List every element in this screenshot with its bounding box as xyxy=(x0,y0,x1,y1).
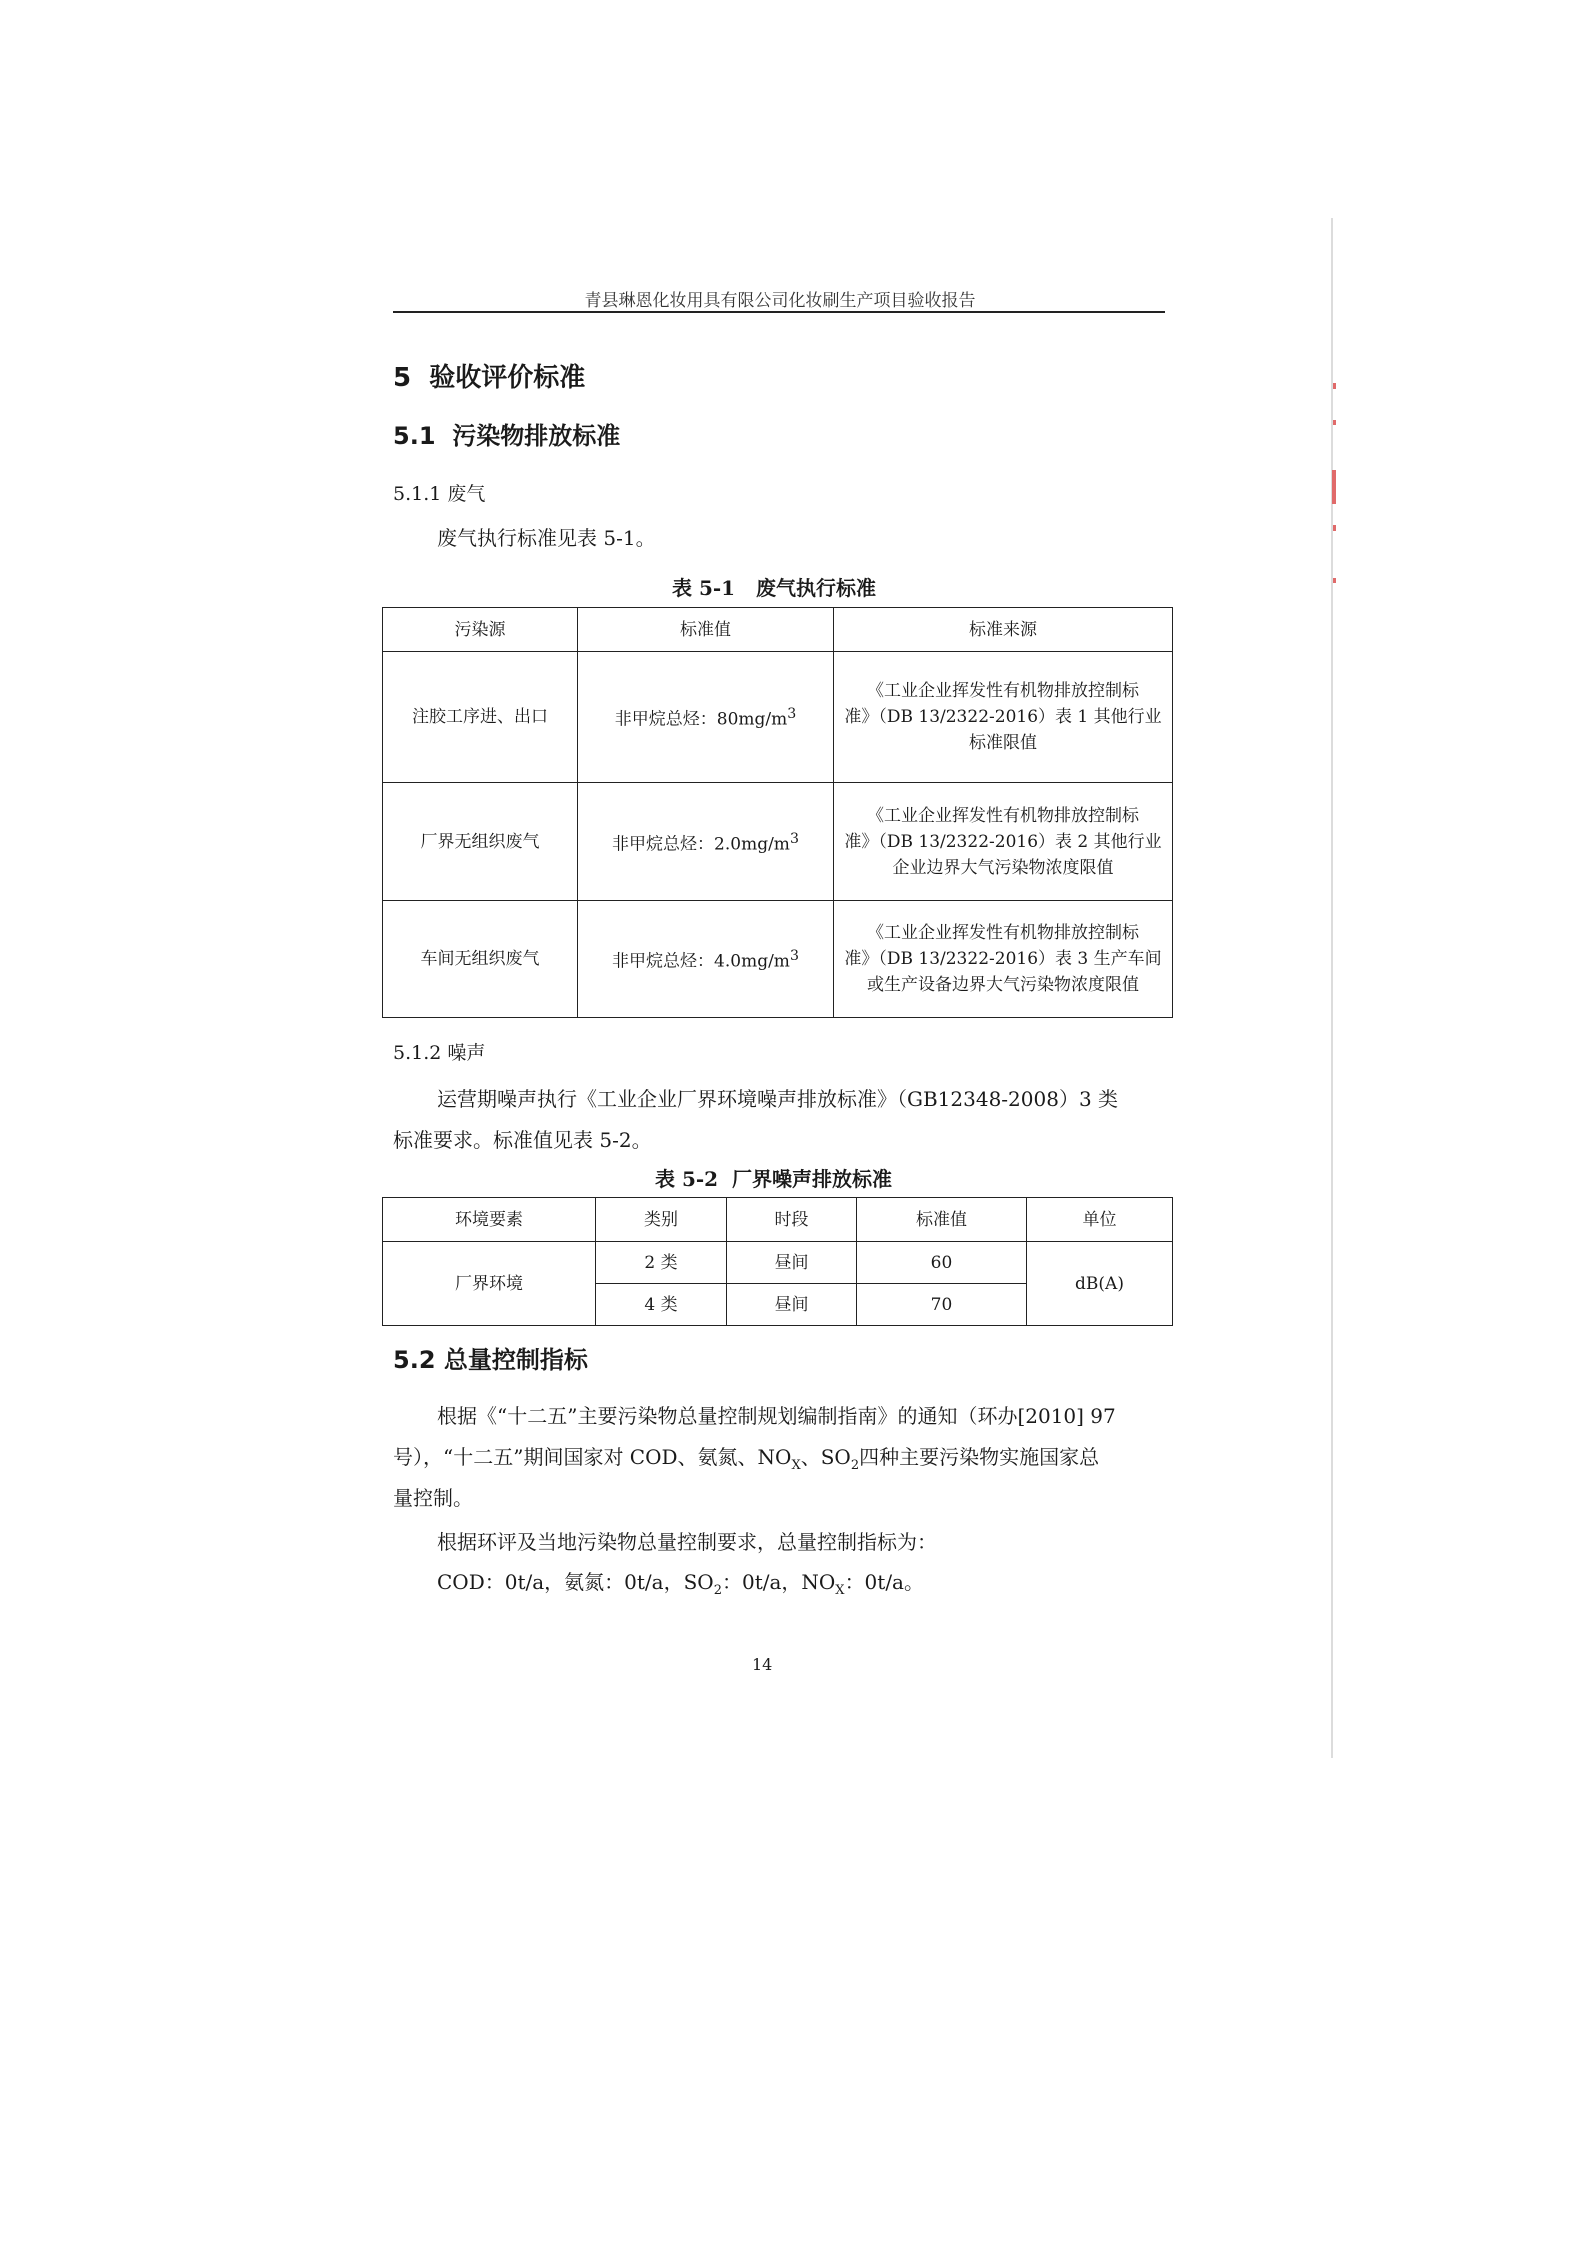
section-title: 噪声 xyxy=(447,1042,486,1064)
section-number: 5.1.1 xyxy=(393,483,442,505)
table-5-2-caption xyxy=(655,1163,892,1192)
standard-value-text: 非甲烷总烃：80mg/m xyxy=(614,709,788,730)
section-number: 5.1.2 xyxy=(393,1042,442,1064)
reference-line: 标准限值 xyxy=(969,733,1037,753)
col-header-element: 环境要素 xyxy=(383,1198,596,1242)
section-5-2-heading xyxy=(393,1340,588,1375)
col-header-source: 污染源 xyxy=(383,608,578,652)
text-run: 、SO xyxy=(800,1445,851,1469)
table-row xyxy=(383,1242,1173,1284)
running-header: 青县琳恩化妆用具有限公司化妆刷生产项目验收报告 xyxy=(584,291,976,311)
table-row xyxy=(383,652,1173,783)
subscript: 2 xyxy=(850,1458,860,1473)
reference-line: 准》（DB 13/2322-2016）表 3 生产车间 xyxy=(844,949,1162,969)
text-run: 号），“十二五”期间国家对 COD、氨氮、NO xyxy=(393,1445,792,1469)
reference-line: 《工业企业挥发性有机物排放控制标 xyxy=(867,923,1139,943)
reference-line: 准》（DB 13/2322-2016）表 1 其他行业 xyxy=(844,707,1162,727)
unit-exponent: 3 xyxy=(789,830,799,847)
pollution-source-cell: 车间无组织废气 xyxy=(383,901,578,1018)
page-number: 14 xyxy=(752,1655,773,1674)
scan-mark xyxy=(1333,578,1336,583)
table-5-1-caption xyxy=(672,572,876,601)
scan-mark xyxy=(1333,383,1336,389)
category-cell: 2 类 xyxy=(596,1242,727,1284)
noise-standard-text-line2: 标准要求。标准值见表 5-2。 xyxy=(393,1128,652,1152)
scan-mark xyxy=(1333,420,1336,425)
standard-value-text: 非甲烷总烃：4.0mg/m xyxy=(612,951,790,972)
total-control-para-line1: 根据《“十二五”主要污染物总量控制规划编制指南》的通知（环办[2010] 97 xyxy=(437,1404,1116,1428)
standard-reference-cell xyxy=(834,901,1173,1018)
section-5-1-1-heading xyxy=(393,479,485,506)
table-row xyxy=(383,901,1173,1018)
subscript: X xyxy=(791,1458,801,1473)
subscript: 2 xyxy=(713,1583,722,1598)
col-header-unit: 单位 xyxy=(1027,1198,1173,1242)
reference-line: 企业边界大气污染物浓度限值 xyxy=(892,857,1114,878)
table-title: 废气执行标准 xyxy=(756,576,876,600)
reference-line: 或生产设备边界大气污染物浓度限值 xyxy=(867,975,1139,995)
table-row xyxy=(383,783,1173,901)
section-5-1-heading xyxy=(393,416,620,451)
unit-exponent: 3 xyxy=(789,948,799,965)
col-header-ref: 标准来源 xyxy=(834,608,1173,652)
table-number: 表 5-1 xyxy=(672,576,736,600)
unit-exponent: 3 xyxy=(787,706,797,723)
reference-line: 《工业企业挥发性有机物排放控制标 xyxy=(867,805,1139,826)
environment-element-cell: 厂界环境 xyxy=(383,1242,596,1326)
standard-value-cell xyxy=(578,652,834,783)
standard-reference-cell xyxy=(834,783,1173,901)
scan-mark xyxy=(1332,470,1336,504)
reference-line: 准》（DB 13/2322-2016）表 2 其他行业 xyxy=(844,831,1162,852)
standard-value-cell xyxy=(578,901,834,1018)
col-header-category: 类别 xyxy=(596,1198,727,1242)
limit-value-cell: 60 xyxy=(857,1242,1027,1284)
col-header-value: 标准值 xyxy=(857,1198,1027,1242)
section-number: 5.1 xyxy=(393,422,436,450)
scan-page-edge xyxy=(1331,218,1333,1758)
total-control-requirement-text: 根据环评及当地污染物总量控制要求，总量控制指标为： xyxy=(437,1530,937,1554)
exhaust-standards-table xyxy=(382,607,1173,1018)
text-run: ：0t/a。 xyxy=(844,1570,924,1594)
col-header-period: 时段 xyxy=(727,1198,857,1242)
section-title: 污染物排放标准 xyxy=(452,422,621,450)
section-title: 废气 xyxy=(447,483,486,505)
exhaust-intro-text: 废气执行标准见表 5-1。 xyxy=(437,526,656,550)
table-number: 表 5-2 xyxy=(655,1167,719,1191)
text-run: 四种主要污染物实施国家总 xyxy=(859,1445,1100,1469)
table-header-row xyxy=(383,608,1173,652)
section-title: 验收评价标准 xyxy=(429,363,586,393)
category-cell: 4 类 xyxy=(596,1284,727,1326)
section-number: 5.2 xyxy=(393,1346,436,1374)
noise-standards-table xyxy=(382,1197,1173,1326)
section-5-1-2-heading xyxy=(393,1038,485,1065)
pollution-source-cell: 厂界无组织废气 xyxy=(383,783,578,901)
table-header-row xyxy=(383,1198,1173,1242)
pollution-source-cell: 注胶工序进、出口 xyxy=(383,652,578,783)
text-run: COD：0t/a，氨氮：0t/a，SO xyxy=(437,1570,714,1594)
total-control-para-line3: 量控制。 xyxy=(393,1486,473,1510)
col-header-value: 标准值 xyxy=(578,608,834,652)
limit-value-cell: 70 xyxy=(857,1284,1027,1326)
noise-standard-text-line1: 运营期噪声执行《工业企业厂界环境噪声排放标准》（GB12348-2008）3 类 xyxy=(437,1087,1119,1111)
subscript: X xyxy=(835,1583,845,1598)
section-5-heading xyxy=(393,357,585,394)
standard-value-text: 非甲烷总烃：2.0mg/m xyxy=(612,834,790,855)
total-control-para-line2 xyxy=(393,1437,1099,1486)
reference-line: 《工业企业挥发性有机物排放控制标 xyxy=(867,681,1139,701)
text-run: ：0t/a，NO xyxy=(721,1570,836,1594)
period-cell: 昼间 xyxy=(727,1284,857,1326)
scan-mark xyxy=(1333,525,1336,531)
section-title: 总量控制指标 xyxy=(443,1346,588,1374)
period-cell: 昼间 xyxy=(727,1242,857,1284)
header-rule xyxy=(393,311,1165,313)
table-title: 厂界噪声排放标准 xyxy=(732,1167,893,1191)
total-control-indicators xyxy=(437,1562,924,1611)
standard-value-cell xyxy=(578,783,834,901)
unit-cell: dB(A) xyxy=(1027,1242,1173,1326)
standard-reference-cell xyxy=(834,652,1173,783)
section-number: 5 xyxy=(393,363,412,393)
